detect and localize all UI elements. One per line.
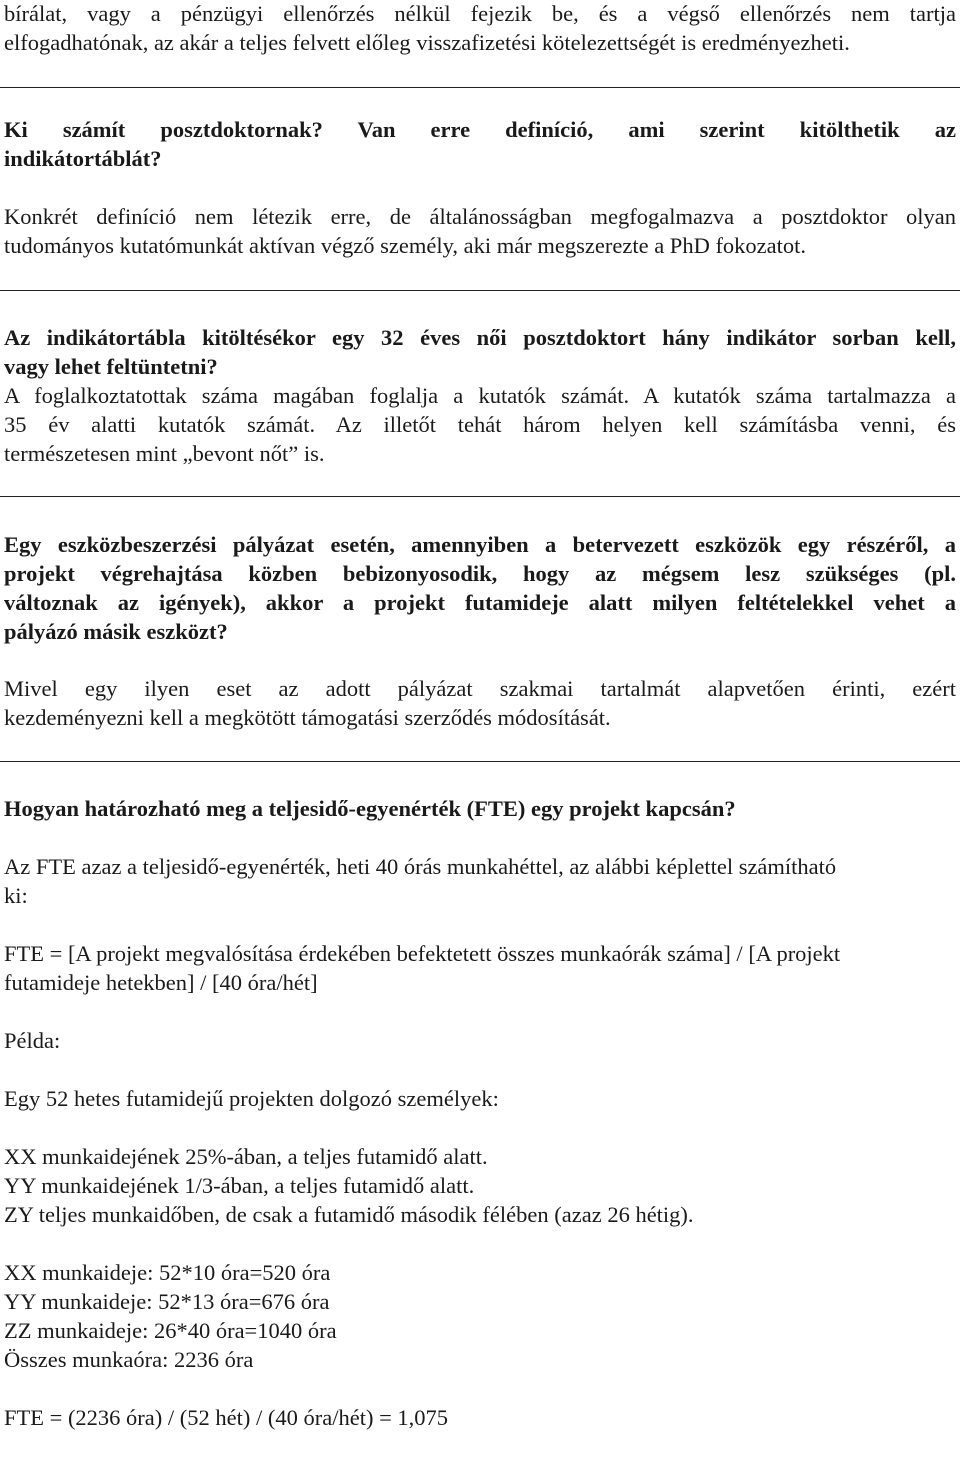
answer-line: ki: xyxy=(4,883,28,908)
list-item: ZZ munkaideje: 26*40 óra=1040 óra xyxy=(4,1318,337,1343)
question-indicator-table xyxy=(4,323,956,381)
list-item: Összes munkaóra: 2236 óra xyxy=(4,1347,254,1372)
question-fte xyxy=(4,794,956,823)
question-line: vagy lehet feltüntetni? xyxy=(4,354,218,379)
answer-postdoc xyxy=(4,202,956,260)
fte-formula xyxy=(4,939,956,997)
intro-paragraph xyxy=(4,0,956,57)
list-item: ZY teljes munkaidőben, de csak a futamidő második félében (azaz 26 hétig). xyxy=(4,1202,694,1227)
section-divider xyxy=(0,496,960,497)
intro-line-2: elfogadhatónak, az akár a teljes felvett előleg visszafizetési kötelezettségét is eredményezheti. xyxy=(4,30,850,55)
answer-fte xyxy=(4,852,956,910)
question-equipment xyxy=(4,530,956,646)
question-line: pályázó másik eszközt? xyxy=(4,619,228,644)
question-line: Az indikátortábla kitöltésékor egy 32 éves női posztdoktort hány indikátor sorban kell, xyxy=(4,325,956,350)
answer-line: Mivel egy ilyen eset az adott pályázat szakmai tartalmát alapvetően érinti, ezért xyxy=(4,676,956,701)
section-divider xyxy=(0,290,960,291)
question-line: változnak az igények), akkor a projekt futamideje alatt milyen feltételekkel vehet a xyxy=(4,590,956,615)
formula-line: futamideje hetekben] / [40 óra/hét] xyxy=(4,970,318,995)
question-line: projekt végrehajtása közben bebizonyosodik, hogy az mégsem lesz szükséges (pl. xyxy=(4,561,956,586)
list-item: YY munkaidejének 1/3-ában, a teljes futamidő alatt. xyxy=(4,1173,475,1198)
answer-indicator-table xyxy=(4,381,956,468)
list-item: XX munkaidejének 25%-ában, a teljes futamidő alatt. xyxy=(4,1144,488,1169)
persons-list xyxy=(4,1142,956,1229)
question-line: indikátortáblát? xyxy=(4,146,162,171)
answer-line: Konkrét definíció nem létezik erre, de általánosságban megfogalmazva a posztdoktor olyan xyxy=(4,204,956,229)
answer-line: 35 év alatti kutatók számát. Az illetőt tehát három helyen kell számításba venni, és xyxy=(4,412,956,437)
question-line: Ki számít posztdoktornak? Van erre definíció, ami szerint kitölthetik az xyxy=(4,117,956,142)
list-item: XX munkaideje: 52*10 óra=520 óra xyxy=(4,1260,331,1285)
question-line: Egy eszközbeszerzési pályázat esetén, amennyiben a betervezett eszközök egy részéről, a xyxy=(4,532,956,557)
answer-equipment xyxy=(4,674,956,732)
example-label: Példa: xyxy=(4,1028,61,1053)
answer-line: Az FTE azaz a teljesidő-egyenérték, heti 40 órás munkahéttel, az alábbi képlettel számítható xyxy=(4,854,837,879)
fte-result: FTE = (2236 óra) / (52 hét) / (40 óra/hét) = 1,075 xyxy=(4,1405,449,1430)
formula-line: FTE = [A projekt megvalósítása érdekében befektetett összes munkaórák száma] / [A projekt xyxy=(4,941,841,966)
list-item: YY munkaideje: 52*13 óra=676 óra xyxy=(4,1289,330,1314)
answer-line: természetesen mint „bevont nőt” is. xyxy=(4,441,325,466)
answer-line: A foglalkoztatottak száma magában foglalja a kutatók számát. A kutatók száma tartalmazza a xyxy=(4,383,956,408)
answer-line: kezdeményezni kell a megkötött támogatási szerződés módosítását. xyxy=(4,705,611,730)
question-postdoc xyxy=(4,115,956,173)
intro-line-1: bírálat, vagy a pénzügyi ellenőrzés nélkül fejezik be, és a végső ellenőrzés nem tartja xyxy=(4,1,956,26)
section-divider xyxy=(0,761,960,762)
question-line: Hogyan határozható meg a teljesidő-egyenérték (FTE) egy projekt kapcsán? xyxy=(4,796,736,821)
example-intro: Egy 52 hetes futamidejű projekten dolgozó személyek: xyxy=(4,1086,499,1111)
section-divider xyxy=(0,87,960,88)
hours-list xyxy=(4,1258,956,1374)
answer-line: tudományos kutatómunkát aktívan végző személy, aki már megszerezte a PhD fokozatot. xyxy=(4,233,807,258)
